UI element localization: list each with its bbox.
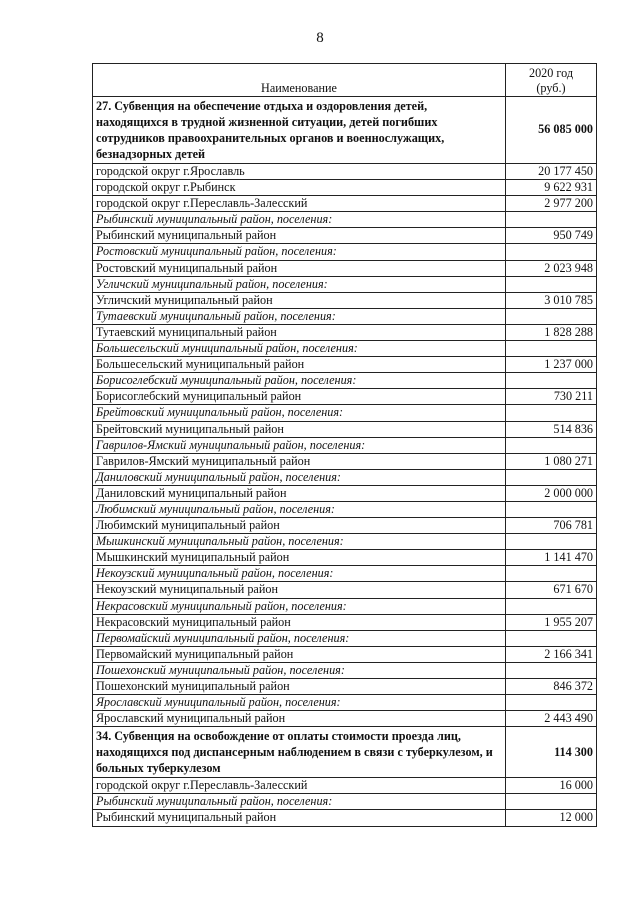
table-header-row [93, 64, 597, 97]
district-subheader-row [93, 598, 597, 614]
amount-cell [506, 276, 597, 292]
amount-cell [506, 212, 597, 228]
recipient-name: Любимский муниципальный район [93, 518, 506, 534]
amount-cell: 671 670 [506, 582, 597, 598]
amount-cell [506, 662, 597, 678]
section-row [93, 97, 597, 164]
amount-cell: 1 955 207 [506, 614, 597, 630]
amount-cell [506, 695, 597, 711]
district-subheader-row [93, 501, 597, 517]
district-subheader-row [93, 437, 597, 453]
recipient-name: Большесельский муниципальный район [93, 357, 506, 373]
table-row [93, 711, 597, 727]
column-header-name: Наименование [93, 64, 506, 97]
district-subheader: Рыбинский муниципальный район, поселения: [93, 212, 506, 228]
amount-cell: 3 010 785 [506, 292, 597, 308]
recipient-name: Некоузский муниципальный район [93, 582, 506, 598]
table-row [93, 421, 597, 437]
amount-cell: 1 237 000 [506, 357, 597, 373]
recipient-name: городской округ г.Рыбинск [93, 180, 506, 196]
section-total: 114 300 [506, 727, 597, 778]
district-subheader-row [93, 794, 597, 810]
amount-cell: 2 977 200 [506, 196, 597, 212]
district-subheader: Некоузский муниципальный район, поселения: [93, 566, 506, 582]
recipient-name: Даниловский муниципальный район [93, 485, 506, 501]
table-row [93, 228, 597, 244]
recipient-name: Угличский муниципальный район [93, 292, 506, 308]
district-subheader-row [93, 695, 597, 711]
amount-cell: 20 177 450 [506, 164, 597, 180]
table-row [93, 485, 597, 501]
district-subheader: Рыбинский муниципальный район, поселения: [93, 794, 506, 810]
table-row [93, 324, 597, 340]
table-row [93, 582, 597, 598]
amount-cell: 950 749 [506, 228, 597, 244]
section-title: 27. Субвенция на обеспечение отдыха и оздоровления детей, находящихся в трудной жизненной ситуации, детей погибших сотрудников правоохранительных органов и военнослужащих, безнадзорных детей [93, 97, 506, 164]
district-subheader: Пошехонский муниципальный район, поселения: [93, 662, 506, 678]
amount-cell [506, 437, 597, 453]
section-title: 34. Субвенция на освобождение от оплаты стоимости проезда лиц, находящихся под диспансерным наблюдением в связи с туберкулезом, и больных туберкулезом [93, 727, 506, 778]
section-total: 56 085 000 [506, 97, 597, 164]
section-row [93, 727, 597, 778]
district-subheader-row [93, 534, 597, 550]
amount-cell: 2 023 948 [506, 260, 597, 276]
recipient-name: городской округ г.Ярославль [93, 164, 506, 180]
district-subheader: Мышкинский муниципальный район, поселения: [93, 534, 506, 550]
amount-cell: 514 836 [506, 421, 597, 437]
district-subheader-row [93, 212, 597, 228]
district-subheader-row [93, 469, 597, 485]
amount-cell [506, 373, 597, 389]
amount-cell [506, 794, 597, 810]
recipient-name: Первомайский муниципальный район [93, 646, 506, 662]
amount-cell: 1 141 470 [506, 550, 597, 566]
amount-cell [506, 244, 597, 260]
recipient-name: Мышкинский муниципальный район [93, 550, 506, 566]
amount-cell: 1 080 271 [506, 453, 597, 469]
amount-cell: 1 828 288 [506, 324, 597, 340]
table-row [93, 679, 597, 695]
district-subheader: Гаврилов-Ямский муниципальный район, поселения: [93, 437, 506, 453]
amount-cell [506, 308, 597, 324]
amount-cell: 2 166 341 [506, 646, 597, 662]
amount-cell [506, 598, 597, 614]
column-header-amount [506, 64, 597, 97]
district-subheader: Большесельский муниципальный район, поселения: [93, 341, 506, 357]
subvention-table [92, 63, 597, 827]
column-header-year: 2020 год [528, 65, 574, 80]
district-subheader-row [93, 566, 597, 582]
amount-cell: 706 781 [506, 518, 597, 534]
recipient-name: Ярославский муниципальный район [93, 711, 506, 727]
table-row [93, 518, 597, 534]
amount-cell [506, 566, 597, 582]
amount-cell: 12 000 [506, 810, 597, 826]
amount-cell: 2 000 000 [506, 485, 597, 501]
amount-cell: 846 372 [506, 679, 597, 695]
amount-cell [506, 534, 597, 550]
amount-cell [506, 501, 597, 517]
district-subheader-row [93, 630, 597, 646]
amount-cell: 2 443 490 [506, 711, 597, 727]
recipient-name: Некрасовский муниципальный район [93, 614, 506, 630]
recipient-name: Ростовский муниципальный район [93, 260, 506, 276]
table-row [93, 778, 597, 794]
district-subheader-row [93, 405, 597, 421]
amount-cell: 730 211 [506, 389, 597, 405]
page-number: 8 [316, 30, 324, 46]
amount-cell [506, 630, 597, 646]
district-subheader: Угличский муниципальный район, поселения: [93, 276, 506, 292]
district-subheader: Первомайский муниципальный район, поселения: [93, 630, 506, 646]
district-subheader: Ростовский муниципальный район, поселения: [93, 244, 506, 260]
district-subheader-row [93, 341, 597, 357]
table-row [93, 357, 597, 373]
amount-cell [506, 405, 597, 421]
amount-cell [506, 469, 597, 485]
district-subheader-row [93, 373, 597, 389]
district-subheader-row [93, 276, 597, 292]
recipient-name: городской округ г.Переславль-Залесский [93, 196, 506, 212]
table-row [93, 196, 597, 212]
table-row [93, 810, 597, 826]
table-row [93, 389, 597, 405]
table-row [93, 180, 597, 196]
table-row [93, 292, 597, 308]
amount-cell [506, 341, 597, 357]
amount-cell: 9 622 931 [506, 180, 597, 196]
recipient-name: Рыбинский муниципальный район [93, 228, 506, 244]
district-subheader: Борисоглебский муниципальный район, поселения: [93, 373, 506, 389]
recipient-name: Рыбинский муниципальный район [93, 810, 506, 826]
district-subheader: Ярославский муниципальный район, поселения: [93, 695, 506, 711]
recipient-name: Брейтовский муниципальный район [93, 421, 506, 437]
table-body [93, 97, 597, 827]
district-subheader: Брейтовский муниципальный район, поселения: [93, 405, 506, 421]
district-subheader: Некрасовский муниципальный район, поселения: [93, 598, 506, 614]
district-subheader: Даниловский муниципальный район, поселения: [93, 469, 506, 485]
district-subheader-row [93, 662, 597, 678]
recipient-name: Борисоглебский муниципальный район [93, 389, 506, 405]
district-subheader-row [93, 244, 597, 260]
recipient-name: Гаврилов-Ямский муниципальный район [93, 453, 506, 469]
recipient-name: Пошехонский муниципальный район [93, 679, 506, 695]
column-header-unit: (руб.) [536, 80, 566, 95]
recipient-name: городской округ г.Переславль-Залесский [93, 778, 506, 794]
district-subheader: Тутаевский муниципальный район, поселения: [93, 308, 506, 324]
table-row [93, 614, 597, 630]
table-row [93, 453, 597, 469]
district-subheader-row [93, 308, 597, 324]
table-row [93, 550, 597, 566]
amount-cell: 16 000 [506, 778, 597, 794]
table-row [93, 164, 597, 180]
recipient-name: Тутаевский муниципальный район [93, 324, 506, 340]
table-row [93, 260, 597, 276]
table-row [93, 646, 597, 662]
district-subheader: Любимский муниципальный район, поселения: [93, 501, 506, 517]
